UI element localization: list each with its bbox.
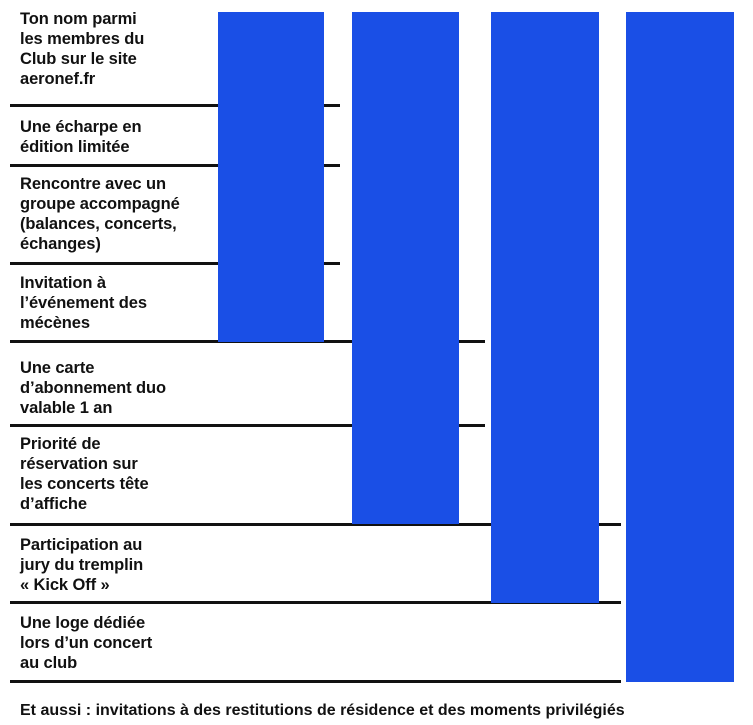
benefit-label-private-box: Une loge dédiée lors d’un concert au club [20, 614, 153, 672]
benefit-label-patrons-event: Invitation à l’événement des mécènes [20, 274, 147, 332]
benefit-label-duo-card: Une carte d’abonnement duo valable 1 an [20, 359, 166, 417]
benefit-label-member-name: Ton nom parmi les membres du Club sur le site aeronef.fr [20, 10, 145, 88]
tier-bar-3 [491, 12, 599, 603]
benefit-label-band-meeting: Rencontre avec un groupe accompagné (balances, concerts, échanges) [20, 175, 180, 253]
row-divider [10, 680, 621, 683]
benefit-label-booking-priority: Priorité de réservation sur les concerts tête d’affiche [20, 435, 149, 513]
footer-note: Et aussi : invitations à des restitutions de résidence et des moments privilégiés [20, 702, 625, 719]
benefit-label-scarf: Une écharpe en édition limitée [20, 118, 142, 156]
tier-bar-1 [218, 12, 324, 342]
tier-bar-2 [352, 12, 459, 524]
benefit-label-jury: Participation au jury du tremplin « Kick Off » [20, 536, 144, 594]
tier-bar-4 [626, 12, 734, 682]
